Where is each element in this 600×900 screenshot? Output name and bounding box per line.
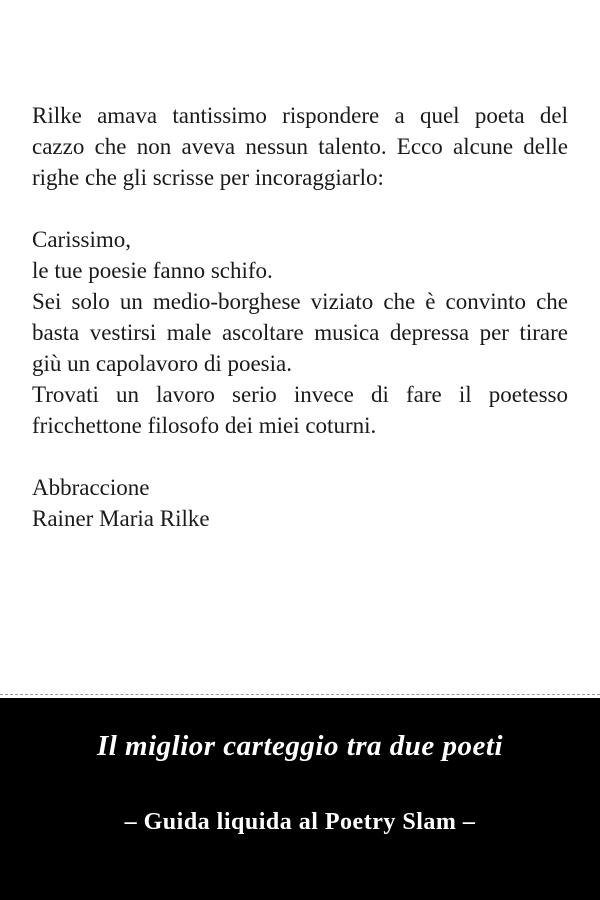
text-line: Rilke amava tantissimo rispondere a quel poeta del	[32, 103, 568, 128]
letter-text-block	[32, 100, 568, 534]
book-title: Il miglior carteggio tra due poeti	[96, 730, 504, 762]
text-line	[32, 193, 568, 224]
text-line: giù un capolavoro di poesia.	[32, 351, 292, 376]
text-line: righe che gli scrisse per incoraggiarlo:	[32, 165, 384, 190]
page-edge-divider	[0, 694, 600, 695]
text-line: Sei solo un medio-borghese viziato che è convinto che	[32, 289, 568, 314]
text-line	[32, 441, 568, 472]
text-line: Trovati un lavoro serio invece di fare il poetesso	[32, 382, 568, 407]
text-line: le tue poesie fanno schifo.	[32, 258, 273, 283]
text-line: cazzo che non aveva nessun talento. Ecco alcune delle	[32, 134, 568, 159]
text-line: Carissimo,	[32, 227, 132, 252]
footer-banner	[0, 698, 600, 900]
text-line: fricchettone filosofo dei miei coturni.	[32, 413, 377, 438]
book-subtitle: – Guida liquida al Poetry Slam –	[124, 809, 476, 835]
text-line: basta vestirsi male ascoltare musica depressa per tirare	[32, 320, 568, 345]
text-line: Abbraccione	[32, 475, 150, 500]
text-line: Rainer Maria Rilke	[32, 506, 210, 531]
